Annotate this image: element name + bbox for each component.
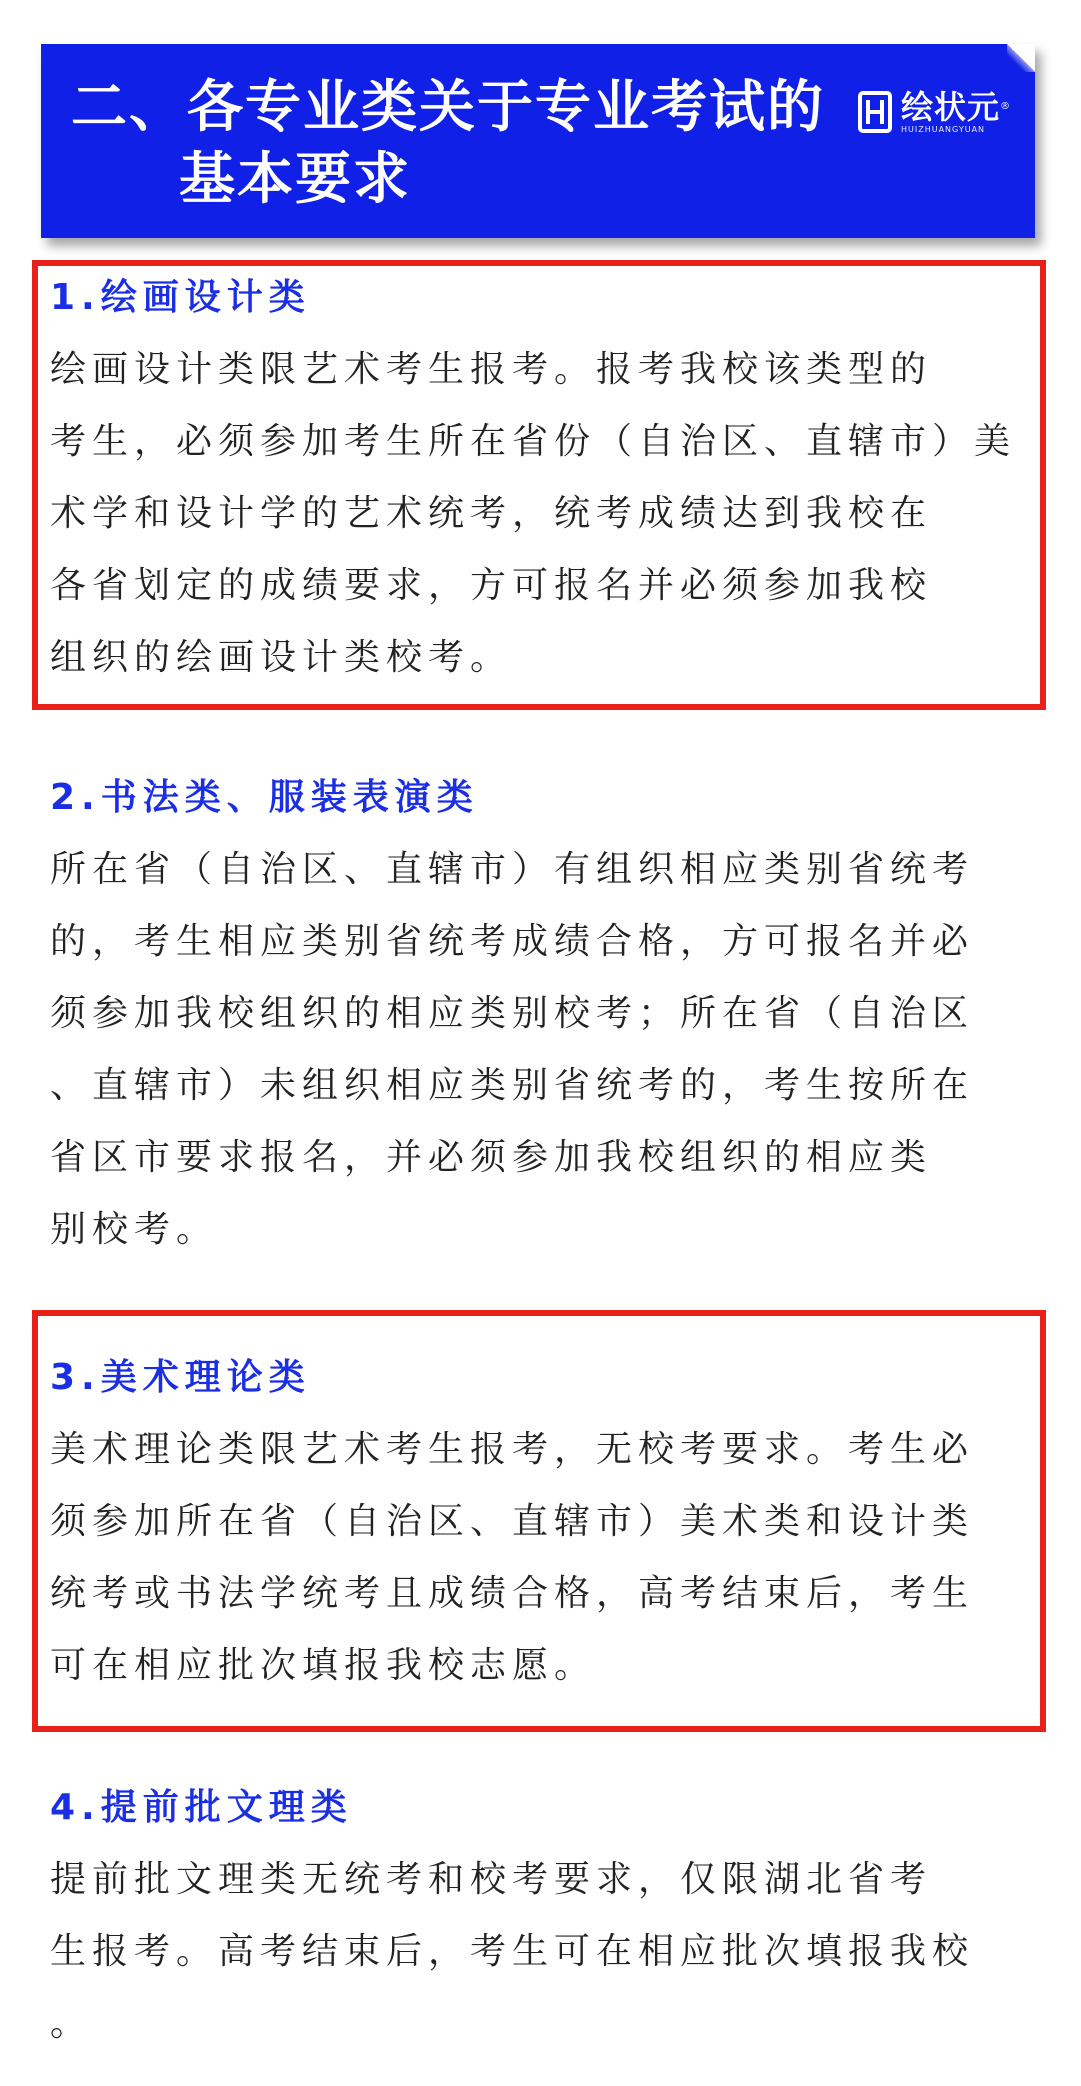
- brand-name: [901, 90, 1011, 124]
- page-title: [71, 72, 851, 216]
- page-title-line1: 二、各专业类关于专业考试的: [71, 75, 825, 140]
- section-body: 提前批文理类无统考和校考要求，仅限湖北省考 生报考。高考结束后，考生可在相应批次填报我校 。: [50, 1859, 975, 2044]
- header-banner: [41, 44, 1035, 238]
- registered-mark: ®: [1000, 101, 1011, 112]
- section-body: 绘画设计类限艺术考生报考。报考我校该类型的 考生，必须参加考生所在省份（自治区、直辖市）美 术学和设计学的艺术统考，统考成绩达到我校在 各省划定的成绩要求，方可报名并必须参加我校 组织的绘画设计类校考。: [50, 349, 1017, 678]
- page-title-line2: 基本要求: [179, 147, 411, 212]
- section-early-batch: [50, 1786, 1040, 2060]
- section-title: 3.美术理论类: [50, 1357, 311, 1398]
- section-title: 2.书法类、服装表演类: [50, 777, 479, 818]
- section-title: 1.绘画设计类: [50, 277, 311, 318]
- brand-subtitle: HUIZHUANGYUAN: [900, 125, 986, 134]
- section-body: 美术理论类限艺术考生报考，无校考要求。考生必 须参加所在省（自治区、直辖市）美术类和设计类 统考或书法学统考且成绩合格，高考结束后，考生 可在相应批次填报我校志愿。: [50, 1429, 975, 1686]
- brand-text: [901, 90, 1011, 136]
- section-painting-design: [50, 276, 1040, 694]
- brand-logo-icon: [857, 90, 893, 134]
- section-body: 所在省（自治区、直辖市）有组织相应类别省统考 的，考生相应类别省统考成绩合格，方可报名并必 须参加我校组织的相应类别校考；所在省（自治区 、直辖市）未组织相应类别省统考的，考生按所在 省区市要求报名，并必须参加我校组织的相应类 别校考。: [50, 849, 975, 1250]
- section-title: 4.提前批文理类: [50, 1787, 353, 1828]
- brand-name-text: 绘状元: [900, 88, 1000, 126]
- section-calligraphy-fashion: [50, 776, 1040, 1266]
- section-art-theory: [50, 1356, 1040, 1702]
- brand-logo-group: [857, 90, 1011, 136]
- page-fold-corner: [1007, 44, 1035, 72]
